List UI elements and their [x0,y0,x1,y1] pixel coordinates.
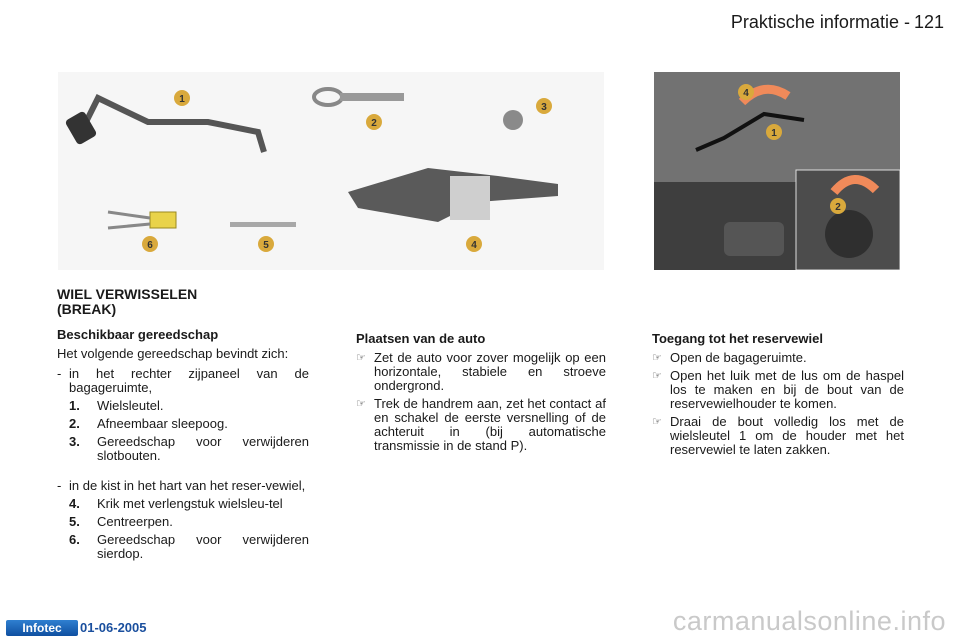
callout-label-3: 3 [541,102,547,113]
bullet-text: Draai de bout volledig los met de wielsleutel 1 om de houder met het reservewiel te laten zakken. [670,414,904,457]
item-number: 5. [69,514,80,529]
tools-illustration [58,72,604,270]
boot-floor-photo [654,72,900,270]
bullet-text: Zet de auto voor zover mogelijk op een horizontale, stabiele en stroeve ondergrond. [374,350,606,393]
photo-callout-label-4: 4 [743,88,749,99]
boot-latch [724,222,784,256]
towing-eye-shaft [340,93,404,101]
bullet-text: Trek de handrem aan, zet het contact af en schakel de eerste versnelling of de achteruit in (bij automatische transmissie in de stand P). [374,396,606,453]
list-item [69,533,309,561]
pointing-hand-icon: ☞ [356,398,366,410]
wheel-brace-handle [64,110,97,145]
header-title: Praktische informatie - [730,12,910,32]
tool-location-1 [57,367,309,395]
spare-wheel-bolt [825,210,873,258]
list-item [652,351,904,365]
item-text: Afneembaar sleepoog. [97,416,228,431]
callout-label-5: 5 [263,240,269,251]
pointing-hand-icon: ☞ [356,352,366,364]
available-tools-column [57,328,309,565]
callout-markers [142,90,552,252]
item-number: 4. [69,496,80,511]
jack-body [450,176,490,220]
dash: - [57,478,62,493]
list-item [356,397,606,453]
item-text: Gereedschap voor verwijderen sierdop. [97,532,309,561]
list-item [652,369,904,411]
watermark: carmanualsonline.info [672,606,946,636]
photo-callout-label-2: 2 [835,202,841,213]
callout-label-2: 2 [371,118,377,129]
list-item [69,515,309,529]
spare-wheel-access-heading: Toegang tot het reservewiel [652,331,823,346]
list-item [356,351,606,393]
tool-location-2 [57,479,309,493]
item-text: Gereedschap voor verwijderen slotbouten. [97,434,309,463]
dash: - [57,366,62,381]
item-number: 3. [69,434,80,449]
list-item [69,435,309,463]
list-item [69,497,309,511]
centring-pin [230,222,296,227]
callout-label-1: 1 [179,94,185,105]
positioning-heading: Plaatsen van de auto [356,331,486,346]
item-text: Centreerpen. [97,514,173,529]
list-item [69,417,309,431]
page-header [727,12,944,33]
tool-location-2-text: in de kist in het hart van het reser-vewiel, [69,478,306,493]
boot-floor-drawing [654,72,900,270]
positioning-column [356,332,606,457]
available-tools-intro: Het volgende gereedschap bevindt zich: [57,346,289,361]
available-tools-heading: Beschikbaar gereedschap [57,327,219,342]
list-item [69,399,309,413]
bullet-text: Open de bagageruimte. [670,350,807,365]
item-number: 1. [69,398,80,413]
towing-eye [314,89,342,105]
item-text: Krik met verlengstuk wielsleu-tel [97,496,283,511]
spare-wheel-access-column [652,332,904,461]
edition-date: 01-06-2005 [80,620,147,635]
photo-callout-label-1: 1 [771,128,777,139]
section-title [57,287,277,317]
tools-drawing [58,72,604,270]
anti-theft-tool [503,110,523,130]
section-title-line-1: WIEL VERWISSELEN [57,286,198,302]
trim-removal-tool [150,212,176,228]
pointing-hand-icon: ☞ [652,416,662,428]
item-number: 2. [69,416,80,431]
infotec-logo: Infotec [6,620,78,636]
list-item [652,415,904,457]
callout-label-6: 6 [147,240,153,251]
bullet-text: Open het luik met de lus om de haspel los te maken en bij de bout van de reservewielhouder te komen. [670,368,904,411]
item-text: Wielsleutel. [97,398,164,413]
page-number: 121 [913,12,944,32]
section-title-line-2: (BREAK) [57,301,117,317]
pointing-hand-icon: ☞ [652,370,662,382]
item-number: 6. [69,532,80,547]
tool-location-1-text: in het rechter zijpaneel van de bagageruimte, [69,366,309,395]
pointing-hand-icon: ☞ [652,352,662,364]
wheel-brace [80,98,264,152]
callout-label-4: 4 [471,240,477,251]
trim-removal-tool-blade [108,212,150,228]
